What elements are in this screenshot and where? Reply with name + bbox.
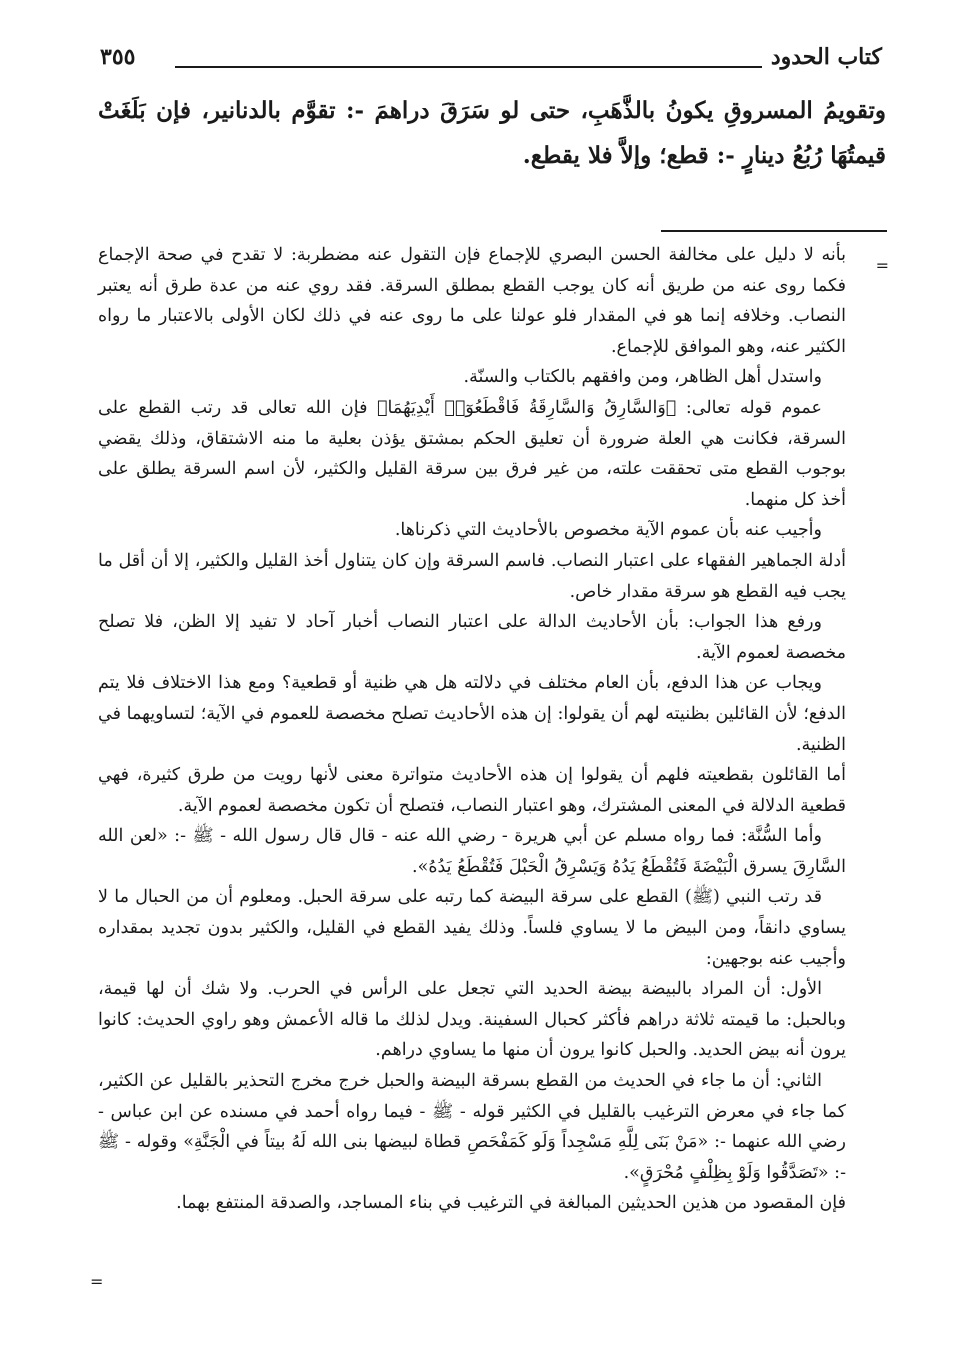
footnote-paragraph: فإن المقصود من هذين الحديثين المبالغة في الترغيب في بناء المساجد، والصدقة المنتفع بهما. <box>176 1193 846 1214</box>
footnote-paragraph: الثاني: أن ما جاء في الحديث من القطع بسرقة البيضة والحبل خرج مخرج التحذير بالقليل عن الكثير، كما جاء في معرض الترغيب بالقليل في الكثير قوله - ﷺ - فيما رواه أحمد في مسنده عن ابن عباس - رضي الله عنهما -: «مَنْ بَنَى لِلَّهِ مَسْجِداً وَلَو كَمَفْحَصِ قطاة لبيضها بنى الله لَهُ بيتاً في الْجَنَّةِ» وقوله - ﷺ -: «تَصَدَّقُوا وَلَوْ بِظِلْفٍ مُحْرَقٍ». <box>98 1071 846 1183</box>
footnote-paragraph: وأجيب عنه بأن عموم الآية مخصوص بالأحاديث التي ذكرناها. <box>394 520 822 541</box>
footnote-paragraph: أدلة الجماهير الفقهاء على اعتبار النصاب. فاسم السرقة وإن كان يتناول أخذ القليل والكثير، إلا أن أقل ما يجب فيه القطع هو سرقة مقدار خاص. <box>98 550 846 602</box>
footnote-paragraph: أما القائلون بقطعيته فلهم أن يقولوا إن هذه الأحاديث متواترة معنى لأنها رويت من طرق كثيرة، فهي قطعية الدلالة في المعنى المشترك، وهو اعتبار النصاب، فتصلح أن تكون مخصصة لعموم الآية. <box>98 765 846 816</box>
header-rule <box>175 66 762 68</box>
page-header <box>100 40 882 84</box>
footnote-paragraph: بأنه لا دليل على مخالفة الحسن البصري للإجماع فإن التقول عنه مضطربة: لا تقدح في صحة الإجماع فكما روى عنه من طريق أنه كان يوجب القطع بمطلق السرقة. فقد روي عنه من عدة طرق أنه يعتبر النصاب. وخلافه إنما هو في المقدار فلو عولنا على ما روى عنه في ذلك لكان الأولى بالاعتبار ما رواه الكثير عنه، وهو الموافق للإجماع. <box>98 245 846 357</box>
main-paragraph: وتقويمُ المسروقِ يكونُ بالذَّهَبِ، حتى لو سَرَقَ دراهمَ -: تقوَّم بالدنانير، فإن بَلَغَتْ قيمتُهَا رُبُعُ دينارٍ -: قطع؛ وإلاَّ فلا يقطع. <box>98 97 886 169</box>
continuation-mark-top: = <box>875 256 889 275</box>
footnote-paragraph: ورفع هذا الجواب: بأن الأحاديث الدالة على اعتبار النصاب أخبار آحاد لا تفيد إلا الظن، فلا تصلح مخصصة لعموم الآية. <box>98 612 846 663</box>
footnote-separator <box>661 230 887 232</box>
footnotes <box>98 240 846 1219</box>
footnote-paragraph: واستدل أهل الظاهر، ومن وافقهم بالكتاب والسنّة. <box>463 367 822 388</box>
main-text <box>98 88 886 178</box>
footnote-paragraph: الأول: أن المراد بالبيضة بيضة الحديد التي تجعل على الرأس في الحرب. ولا شك أن لها قيمة، وبالحبل: ما قيمته ثلاثة دراهم فأكثر كحبال السفينة. ويدل لذلك ما قاله الأعمش وهو راوي الحديث: كانوا يرون أنه بيض الحديد. والحبل كانوا يرون أن منها ما يساوي دراهم. <box>98 979 846 1061</box>
footnote-paragraph: قد رتب النبي (ﷺ) القطع على سرقة البيضة كما رتبه على سرقة الحبل. ومعلوم أن من الحبال ما لا يساوي دانقاً، ومن البيض ما لا يساوي فلساً. وذلك يفيد القطع في القليل، والكثير بدون تجديد بمقداره وأجيب عنه بوجهين: <box>98 887 846 969</box>
footnote-paragraph: عموم قوله تعالى: ﴿وَالسَّارِقُ وَالسَّارِقَةُ فَاقْطَعُوٓا۟ أَيْدِيَهُمَا﴾ فإن الله تعالى قد رتب القطع على السرقة، فكانت هي العلة ضرورة أن تعليق الحكم بمشتق يؤذن بعلية ما منه الاشتقاق، وذلك يقضي بوجوب القطع متى تحققت علته، من غير فرق بين سرقة القليل والكثير، لأن اسم السرقة يطلق على أخذ كل منهما. <box>98 397 846 510</box>
footnote-paragraph: وأما السُّنَّة: فما رواه مسلم عن أبي هريرة - رضي الله عنه - قال قال رسول الله - ﷺ -: «لعن الله السَّارِقَ يسرق الْبَيْضَةَ فَتُقْطَعُ يَدُهُ وَيَسْرِقُ الْحَبْلَ فَتُقْطَعُ يَدُهُ». <box>98 826 846 877</box>
page-number: ٣٥٥ <box>100 44 136 70</box>
footnote-paragraph: ويجاب عن هذا الدفع، بأن العام مختلف في دلالته هل هي ظنية أو قطعية؟ ومع هذا الاختلاف فلا يتم الدفع؛ لأن القائلين بظنيته لهم أن يقولوا: إن هذه الأحاديث تصلح مخصصة للعموم في الآية؛ لتساويهما في الظنية. <box>98 673 846 755</box>
continuation-mark-bottom: = <box>90 1272 104 1291</box>
chapter-title: كتاب الحدود <box>770 44 882 70</box>
